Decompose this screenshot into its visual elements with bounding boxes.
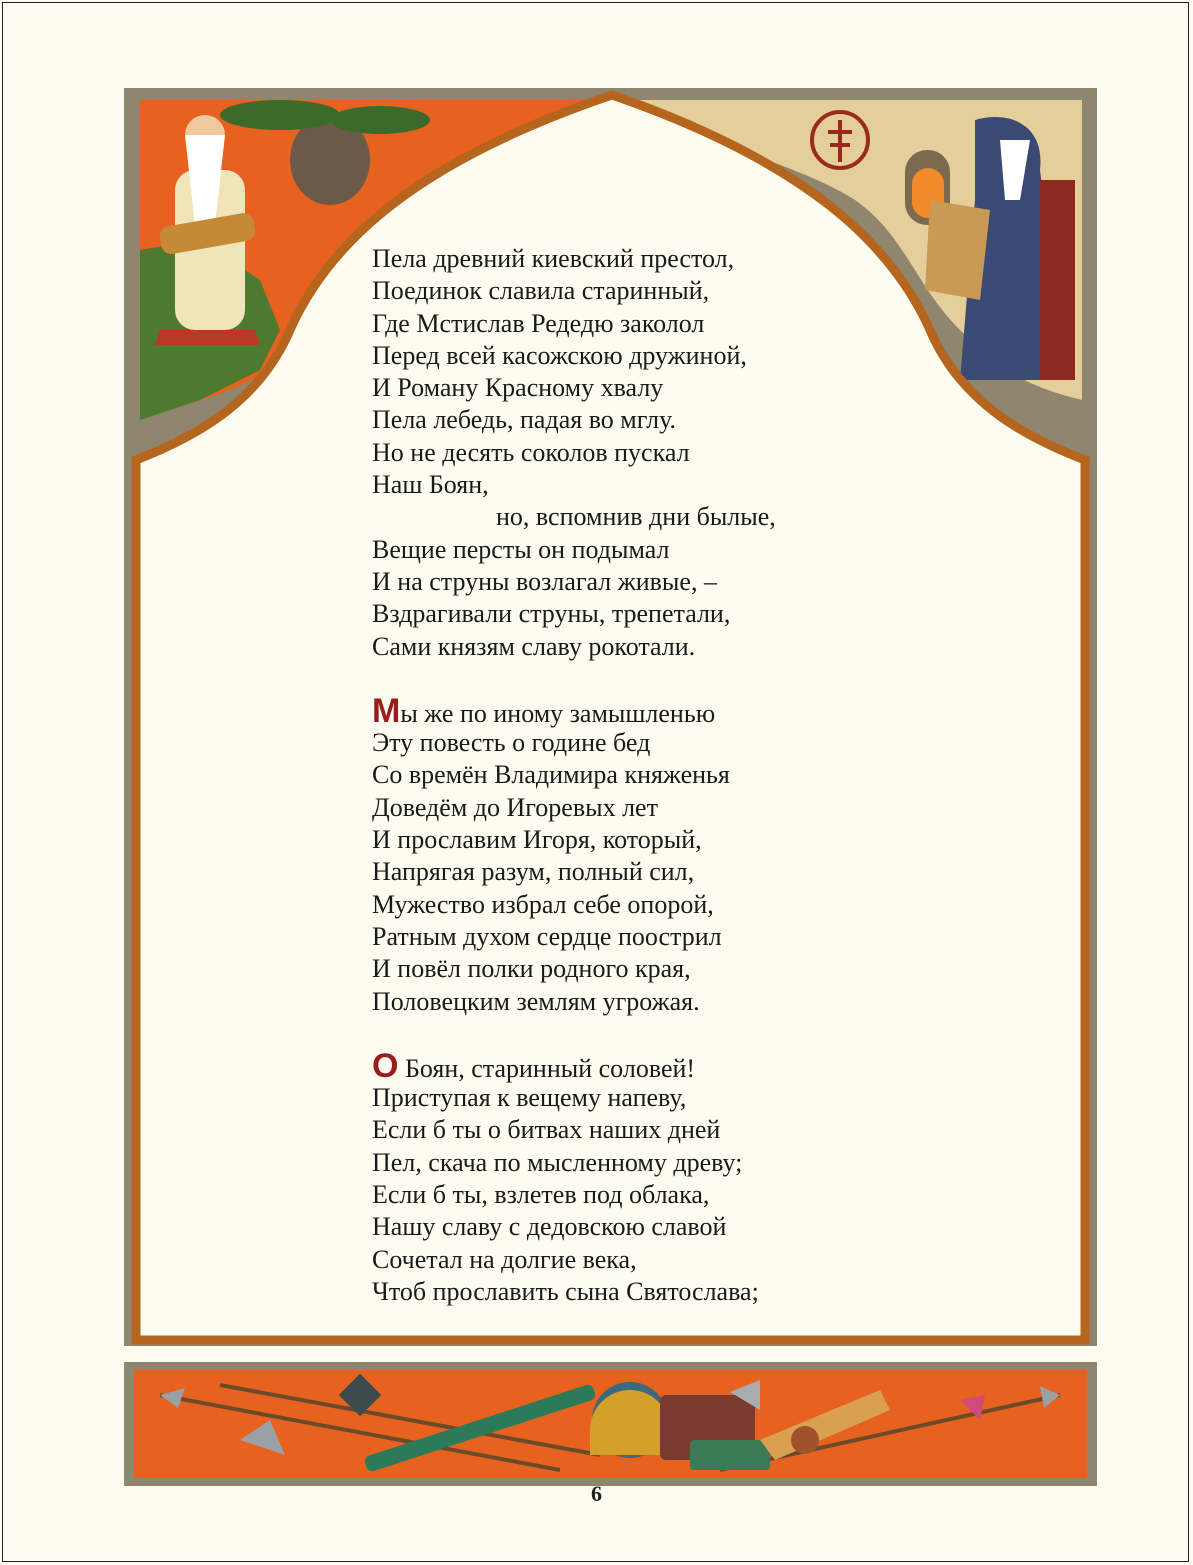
drop-initial: О <box>372 1046 399 1085</box>
verse-line: Пел, скача по мысленному древу; <box>372 1147 743 1177</box>
verse-line: Но не десять соколов пускал <box>372 437 690 467</box>
verse-line: И Роману Красному хвалу <box>372 373 664 403</box>
verse-line: Вещие персты он подымал <box>372 534 670 564</box>
weapons-and-instruments-still-life-icon <box>124 1362 1097 1486</box>
verse-line <box>372 691 932 730</box>
verse-line: Вздрагивали струны, трепетали, <box>372 599 731 629</box>
verse-line: Если б ты, взлетев под облака, <box>372 1180 710 1210</box>
verse-line-indented: но, вспомнив дни былые, <box>496 502 776 532</box>
stanza <box>372 1046 932 1308</box>
stanza <box>372 691 932 1018</box>
verse-line: Напрягая разум, полный сил, <box>372 857 695 887</box>
verse-line-text: Боян, старинный соловей! <box>398 1053 696 1083</box>
verse-line: Половецким землям угрожая. <box>372 986 700 1016</box>
verse-line <box>372 1046 932 1085</box>
verse-line: Чтоб прославить сына Святослава; <box>372 1276 759 1306</box>
verse-line: Доведём до Игоревых лет <box>372 792 658 822</box>
drop-initial: М <box>372 691 401 730</box>
verse-line: Эту повесть о године бед <box>372 728 651 758</box>
verse-line: Пела лебедь, падая во мглу. <box>372 405 676 435</box>
verse-line: Где Мстислав Редедю заколол <box>372 308 705 338</box>
verse-line: Сами князям славу рокотали. <box>372 631 696 661</box>
verse-line: Со времён Владимира княженья <box>372 760 730 790</box>
verse-line: Мужество избрал себе опорой, <box>372 889 714 919</box>
verse-line: Если б ты о битвах наших дней <box>372 1115 721 1145</box>
stanza <box>372 243 932 663</box>
verse-line: Нашу славу с дедовскою славой <box>372 1212 727 1242</box>
verse-line: Перед всей касожскою дружиной, <box>372 340 747 370</box>
verse-line: Ратным духом сердце поострил <box>372 921 722 951</box>
verse-line: Пела древний киевский престол, <box>372 244 735 273</box>
poem-text <box>372 243 932 1340</box>
verse-line: Приступая к вещему напеву, <box>372 1083 687 1113</box>
verse-line: Наш Боян, <box>372 470 489 500</box>
page-number: 6 <box>591 1481 602 1506</box>
verse-line-text: ы же по иному замышленью <box>400 698 716 728</box>
verse-line: Сочетал на долгие века, <box>372 1244 637 1274</box>
verse-line: Поединок славила старинный, <box>372 276 710 306</box>
verse-line: И прославим Игоря, который, <box>372 825 702 855</box>
verse-line: И повёл полки родного края, <box>372 954 691 984</box>
verse-line: И на струны возлагал живые, – <box>372 566 717 596</box>
